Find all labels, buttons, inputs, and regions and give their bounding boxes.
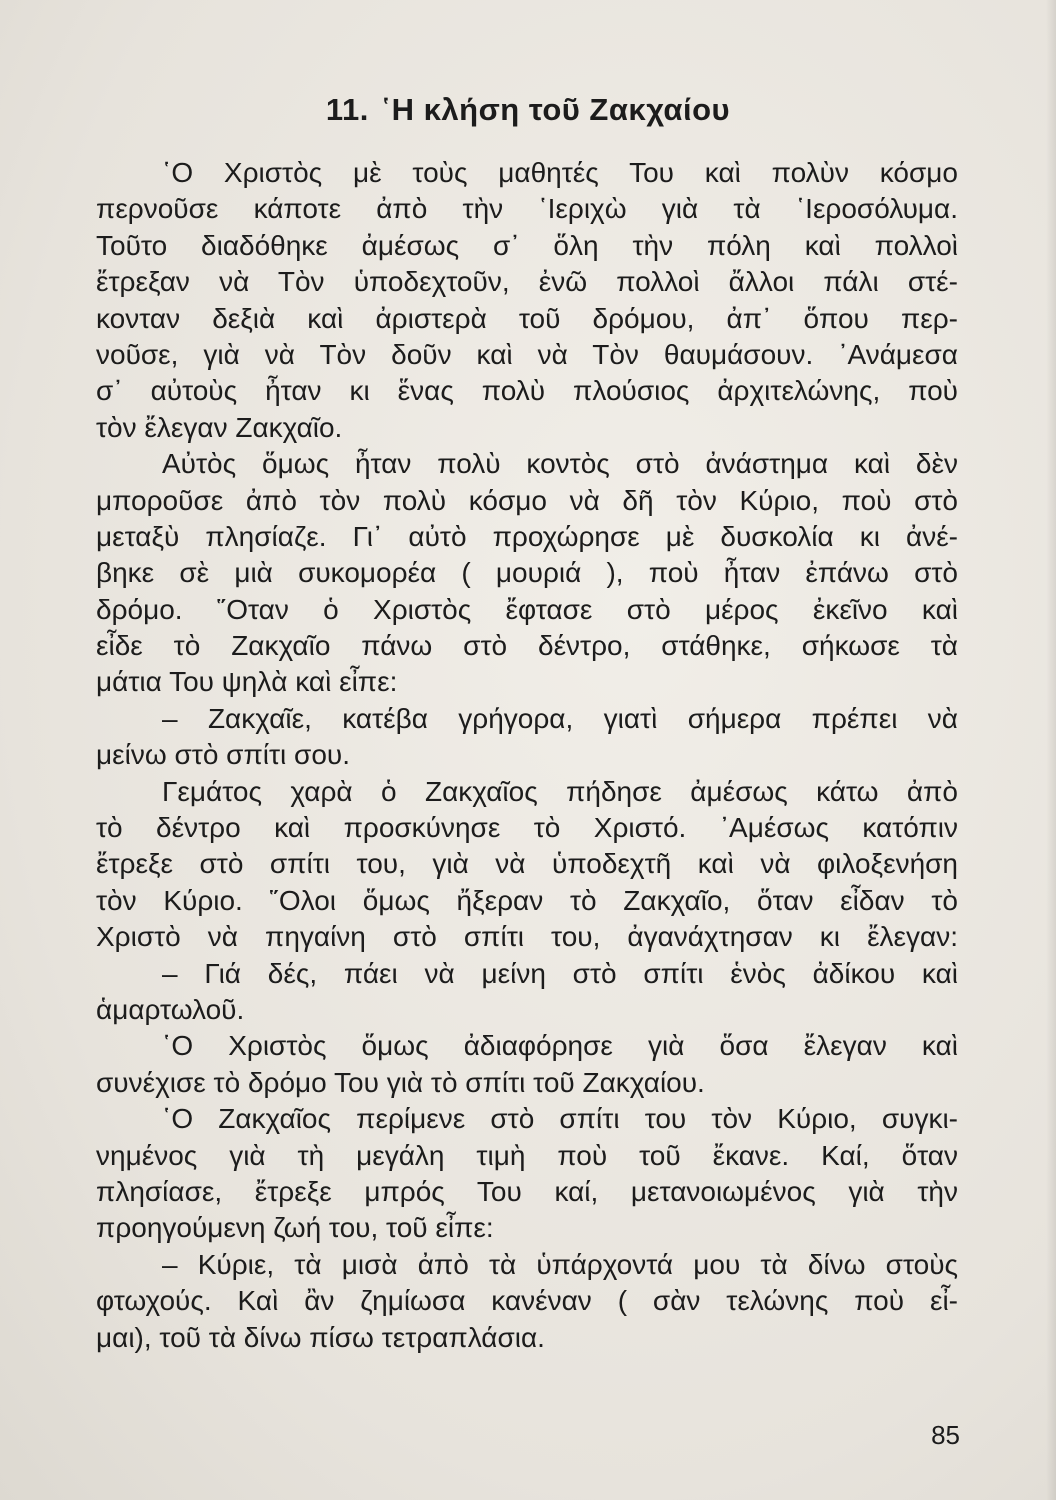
chapter-number: 11.: [325, 92, 369, 127]
text-line: προηγούμενη ζωή του, τοῦ εἶπε:: [96, 1212, 494, 1244]
text-line: – Ζακχαῖε, κατέβα γρήγορα, γιατὶ σήμερα πρέπει νὰ: [162, 702, 958, 734]
text-line: βηκε σὲ μιὰ συκομορέα ( μουριά ), ποὺ ἦταν ἐπάνω στὸ: [96, 557, 958, 589]
text-line: σ᾽ αὐτοὺς ἦταν κι ἕνας πολὺ πλούσιος ἀρχιτελώνης, ποὺ: [96, 375, 958, 407]
page-number: 85: [931, 1420, 960, 1450]
text-line: ἔτρεξε στὸ σπίτι του, γιὰ νὰ ὑποδεχτῆ καὶ νὰ φιλοξενήση: [96, 848, 958, 880]
text-line: περνοῦσε κάποτε ἀπὸ τὴν ῾Ιεριχὼ γιὰ τὰ ῾Ιεροσόλυμα.: [96, 193, 958, 225]
text-line: Αὐτὸς ὅμως ἦταν πολὺ κοντὸς στὸ ἀνάστημα καὶ δὲν: [162, 448, 958, 480]
text-line: ἔτρεξαν νὰ Τὸν ὑποδεχτοῦν, ἐνῶ πολλοὶ ἄλλοι πάλι στέ-: [96, 266, 958, 298]
text-line: μαι), τοῦ τὰ δίνω πίσω τετραπλάσια.: [96, 1321, 545, 1353]
text-line: δρόμο. ῞Οταν ὁ Χριστὸς ἔφτασε στὸ μέρος ἐκεῖνο καὶ: [96, 593, 958, 625]
text-line: Γεμάτος χαρὰ ὁ Ζακχαῖος πήδησε ἀμέσως κάτω ἀπὸ: [162, 775, 958, 807]
text-line: εἶδε τὸ Ζακχαῖο πάνω στὸ δέντρο, στάθηκε, σήκωσε τὰ: [96, 630, 958, 662]
page-edge-shadow: [1046, 0, 1056, 1500]
text-line: μποροῦσε ἀπὸ τὸν πολὺ κόσμο νὰ δῆ τὸν Κύριο, ποὺ στὸ: [96, 484, 958, 516]
text-line: Τοῦτο διαδόθηκε ἀμέσως σ᾽ ὅλη τὴν πόλη καὶ πολλοὶ: [96, 229, 958, 261]
text-line: τὸν Κύριο. ῞Ολοι ὅμως ἤξεραν τὸ Ζακχαῖο, ὅταν εἶδαν τὸ: [96, 884, 958, 916]
text-line: φτωχούς. Καὶ ἂν ζημίωσα κανέναν ( σὰν τελώνης ποὺ εἶ-: [96, 1285, 958, 1317]
chapter-title: [0, 92, 1056, 128]
text-line: μεταξὺ πλησίαζε. Γι᾽ αὐτὸ προχώρησε μὲ δυσκολία κι ἀνέ-: [96, 520, 958, 552]
text-line: κονταν δεξιὰ καὶ ἀριστερὰ τοῦ δρόμου, ἀπ᾽ ὅπου περ-: [96, 302, 958, 334]
chapter-title-text: ῾Η κλήση τοῦ Ζακχαίου: [380, 92, 731, 127]
text-line: συνέχισε τὸ δρόμο Του γιὰ τὸ σπίτι τοῦ Ζακχαίου.: [96, 1066, 705, 1098]
text-line: τὸν ἔλεγαν Ζακχαῖο.: [96, 411, 343, 443]
text-line: ἁμαρτωλοῦ.: [96, 993, 245, 1025]
text-line: πλησίασε, ἔτρεξε μπρός Του καί, μετανοιωμένος γιὰ τὴν: [96, 1175, 958, 1207]
text-line: ῾Ο Χριστὸς ὅμως ἀδιαφόρησε γιὰ ὅσα ἔλεγαν καὶ: [162, 1030, 958, 1062]
text-line: ῾Ο Χριστὸς μὲ τοὺς μαθητές Του καὶ πολὺν κόσμο: [162, 157, 958, 188]
body-text: [96, 155, 958, 1356]
text-line: Χριστὸ νὰ πηγαίνη στὸ σπίτι του, ἀγανάχτησαν κι ἔλεγαν:: [96, 921, 958, 953]
text-line: μάτια Του ψηλὰ καὶ εἶπε:: [96, 666, 398, 698]
text-line: νημένος γιὰ τὴ μεγάλη τιμὴ ποὺ τοῦ ἔκανε. Καί, ὅταν: [96, 1139, 958, 1171]
text-line: – Κύριε, τὰ μισὰ ἀπὸ τὰ ὑπάρχοντά μου τὰ δίνω στοὺς: [162, 1248, 958, 1280]
text-line: νοῦσε, γιὰ νὰ Τὸν δοῦν καὶ νὰ Τὸν θαυμάσουν. ᾽Ανάμεσα: [96, 338, 958, 370]
text-line: μείνω στὸ σπίτι σου.: [96, 739, 350, 771]
text-line: – Γιά δές, πάει νὰ μείνη στὸ σπίτι ἑνὸς ἀδίκου καὶ: [162, 957, 958, 989]
text-line: ῾Ο Ζακχαῖος περίμενε στὸ σπίτι του τὸν Κύριο, συγκι-: [162, 1103, 958, 1135]
text-line: τὸ δέντρο καὶ προσκύνησε τὸ Χριστό. ᾽Αμέσως κατόπιν: [96, 812, 958, 844]
